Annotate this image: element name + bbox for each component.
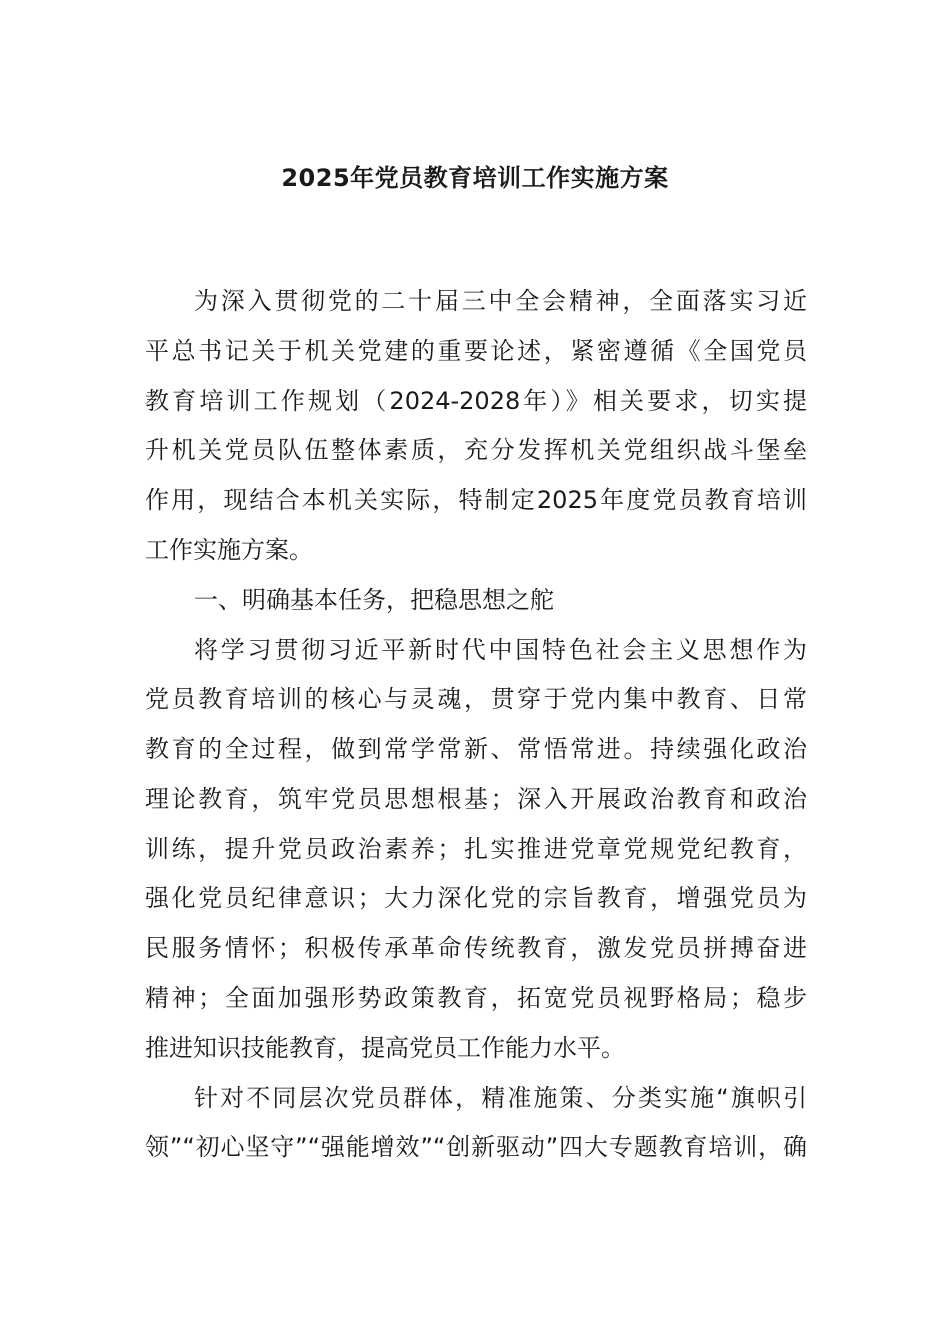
- text-line: 教育培训工作规划（2024-2028年）》相关要求，切实提: [145, 387, 807, 415]
- text-line: 教育的全过程，做到常学常新、常悟常进。持续强化政治: [145, 735, 807, 763]
- heading-line: 一、明确基本任务，把稳思想之舵: [194, 586, 554, 614]
- text-line: 推进知识技能教育，提高党员工作能力水平。: [145, 1034, 625, 1062]
- text-line: 强化党员纪律意识；大力深化党的宗旨教育，增强党员为: [145, 884, 807, 912]
- text-line: 平总书记关于机关党建的重要论述，紧密遵循《全国党员: [145, 337, 807, 365]
- document-title: 2025年党员教育培训工作实施方案: [281, 164, 669, 192]
- text-line: 训练，提升党员政治素养；扎实推进党章党规党纪教育，: [145, 835, 807, 863]
- text-line: 升机关党员队伍整体素质，充分发挥机关党组织战斗堡垒: [145, 436, 807, 464]
- text-line: 将学习贯彻习近平新时代中国特色社会主义思想作为: [194, 636, 807, 664]
- text-line: 作用，现结合本机关实际，特制定2025年度党员教育培训: [145, 486, 807, 514]
- text-line: 领”“初心坚守”“强能增效”“创新驱动”四大专题教育培训，确: [145, 1133, 807, 1161]
- text-line: 理论教育，筑牢党员思想根基；深入开展政治教育和政治: [145, 785, 807, 813]
- text-line: 精神；全面加强形势政策教育，拓宽党员视野格局；稳步: [145, 984, 807, 1012]
- text-line: 针对不同层次党员群体，精准施策、分类实施“旗帜引: [194, 1084, 807, 1112]
- text-line: 为深入贯彻党的二十届三中全会精神，全面落实习近: [194, 287, 807, 315]
- text-line: 民服务情怀；积极传承革命传统教育，激发党员拼搏奋进: [145, 934, 807, 962]
- text-line: 工作实施方案。: [145, 536, 313, 564]
- text-line: 党员教育培训的核心与灵魂，贯穿于党内集中教育、日常: [145, 685, 807, 713]
